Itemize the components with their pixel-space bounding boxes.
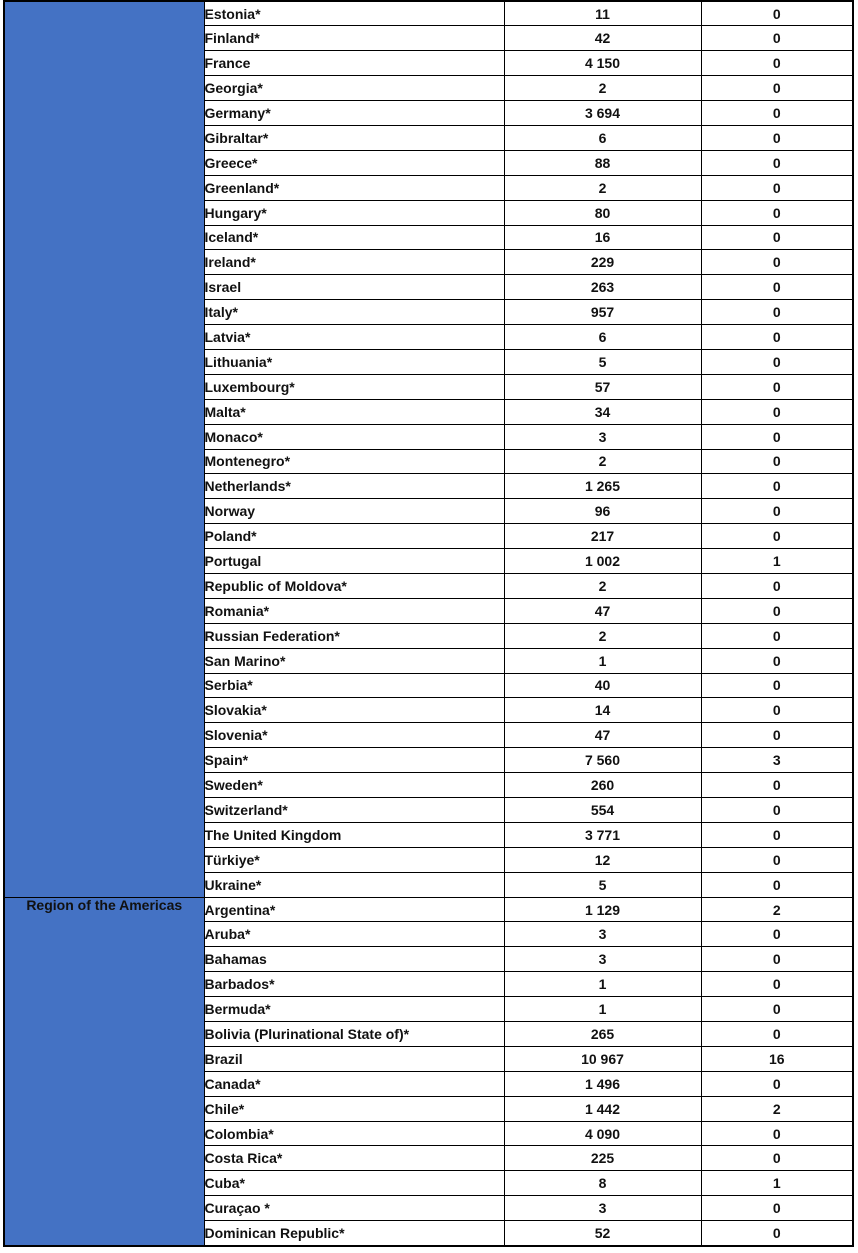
country-cell: Lithuania* [204,349,504,374]
table-row [4,1,853,26]
deaths-cell: 0 [701,673,853,698]
deaths-cell: 0 [701,1221,853,1246]
country-cell: Poland* [204,524,504,549]
deaths-cell: 2 [701,1096,853,1121]
confirmed-cases-cell: 225 [504,1146,701,1171]
confirmed-cases-cell: 96 [504,499,701,524]
country-cell: Georgia* [204,76,504,101]
table-row [4,897,853,922]
country-cell: Ukraine* [204,872,504,897]
confirmed-cases-cell: 3 [504,947,701,972]
confirmed-cases-cell: 1 442 [504,1096,701,1121]
confirmed-cases-cell: 2 [504,449,701,474]
deaths-cell: 0 [701,474,853,499]
confirmed-cases-cell: 47 [504,723,701,748]
confirmed-cases-cell: 14 [504,698,701,723]
confirmed-cases-cell: 2 [504,573,701,598]
country-cell: Iceland* [204,225,504,250]
country-cell: Israel [204,275,504,300]
confirmed-cases-cell: 4 090 [504,1121,701,1146]
confirmed-cases-cell: 11 [504,1,701,26]
deaths-cell: 0 [701,623,853,648]
country-cell: Brazil [204,1046,504,1071]
country-cell: Spain* [204,748,504,773]
deaths-cell: 0 [701,1022,853,1047]
country-cell: Germany* [204,101,504,126]
country-cell: Cuba* [204,1171,504,1196]
deaths-cell: 0 [701,723,853,748]
deaths-cell: 0 [701,872,853,897]
country-cell: Switzerland* [204,798,504,823]
country-cell: Gibraltar* [204,125,504,150]
country-cell: Türkiye* [204,847,504,872]
deaths-cell: 0 [701,847,853,872]
confirmed-cases-cell: 40 [504,673,701,698]
confirmed-cases-cell: 265 [504,1022,701,1047]
confirmed-cases-cell: 47 [504,598,701,623]
deaths-cell: 0 [701,250,853,275]
cases-by-country-table [3,0,854,1247]
deaths-cell: 0 [701,275,853,300]
country-cell: Bolivia (Plurinational State of)* [204,1022,504,1047]
deaths-cell: 0 [701,997,853,1022]
deaths-cell: 0 [701,424,853,449]
country-cell: Serbia* [204,673,504,698]
country-cell: Malta* [204,399,504,424]
country-cell: Bahamas [204,947,504,972]
country-cell: Sweden* [204,773,504,798]
country-cell: Slovakia* [204,698,504,723]
confirmed-cases-cell: 3 [504,1196,701,1221]
deaths-cell: 0 [701,399,853,424]
country-cell: Norway [204,499,504,524]
confirmed-cases-cell: 1 002 [504,549,701,574]
deaths-cell: 0 [701,26,853,51]
country-cell: Curaçao * [204,1196,504,1221]
region-cell: Region of the Americas [4,897,204,1245]
confirmed-cases-cell: 6 [504,325,701,350]
region-cell [4,1,204,897]
confirmed-cases-cell: 80 [504,200,701,225]
deaths-cell: 0 [701,125,853,150]
confirmed-cases-cell: 5 [504,349,701,374]
country-cell: Montenegro* [204,449,504,474]
table-body [4,1,853,1246]
country-cell: Republic of Moldova* [204,573,504,598]
confirmed-cases-cell: 263 [504,275,701,300]
deaths-cell: 0 [701,150,853,175]
deaths-cell: 0 [701,449,853,474]
confirmed-cases-cell: 1 [504,972,701,997]
confirmed-cases-cell: 3 [504,424,701,449]
country-cell: Aruba* [204,922,504,947]
confirmed-cases-cell: 4 150 [504,51,701,76]
deaths-cell: 0 [701,225,853,250]
country-cell: San Marino* [204,648,504,673]
confirmed-cases-cell: 1 [504,997,701,1022]
confirmed-cases-cell: 554 [504,798,701,823]
country-cell: Dominican Republic* [204,1221,504,1246]
confirmed-cases-cell: 260 [504,773,701,798]
deaths-cell: 1 [701,549,853,574]
country-cell: Finland* [204,26,504,51]
country-cell: Chile* [204,1096,504,1121]
country-cell: Romania* [204,598,504,623]
deaths-cell: 0 [701,573,853,598]
country-cell: Ireland* [204,250,504,275]
country-cell: Estonia* [204,1,504,26]
deaths-cell: 0 [701,200,853,225]
country-cell: Netherlands* [204,474,504,499]
deaths-cell: 0 [701,349,853,374]
confirmed-cases-cell: 88 [504,150,701,175]
confirmed-cases-cell: 1 129 [504,897,701,922]
confirmed-cases-cell: 16 [504,225,701,250]
confirmed-cases-cell: 5 [504,872,701,897]
deaths-cell: 0 [701,51,853,76]
confirmed-cases-cell: 1 [504,648,701,673]
country-cell: Argentina* [204,897,504,922]
deaths-cell: 0 [701,972,853,997]
deaths-cell: 0 [701,101,853,126]
deaths-cell: 2 [701,897,853,922]
country-cell: Barbados* [204,972,504,997]
confirmed-cases-cell: 2 [504,175,701,200]
country-cell: Italy* [204,300,504,325]
confirmed-cases-cell: 3 694 [504,101,701,126]
deaths-cell: 0 [701,922,853,947]
deaths-cell: 0 [701,773,853,798]
country-cell: Bermuda* [204,997,504,1022]
confirmed-cases-cell: 7 560 [504,748,701,773]
country-cell: France [204,51,504,76]
country-cell: Russian Federation* [204,623,504,648]
confirmed-cases-cell: 10 967 [504,1046,701,1071]
confirmed-cases-cell: 42 [504,26,701,51]
deaths-cell: 0 [701,698,853,723]
deaths-cell: 0 [701,648,853,673]
confirmed-cases-cell: 12 [504,847,701,872]
deaths-cell: 0 [701,798,853,823]
country-cell: Portugal [204,549,504,574]
confirmed-cases-cell: 34 [504,399,701,424]
confirmed-cases-cell: 8 [504,1171,701,1196]
confirmed-cases-cell: 957 [504,300,701,325]
country-cell: Greenland* [204,175,504,200]
confirmed-cases-cell: 1 496 [504,1071,701,1096]
deaths-cell: 16 [701,1046,853,1071]
deaths-cell: 0 [701,175,853,200]
deaths-cell: 0 [701,1071,853,1096]
deaths-cell: 0 [701,499,853,524]
country-cell: Canada* [204,1071,504,1096]
deaths-cell: 0 [701,374,853,399]
confirmed-cases-cell: 6 [504,125,701,150]
deaths-cell: 0 [701,1146,853,1171]
country-cell: Latvia* [204,325,504,350]
country-cell: Colombia* [204,1121,504,1146]
confirmed-cases-cell: 3 771 [504,822,701,847]
deaths-cell: 1 [701,1171,853,1196]
country-cell: Hungary* [204,200,504,225]
deaths-cell: 0 [701,1121,853,1146]
country-cell: Luxembourg* [204,374,504,399]
confirmed-cases-cell: 57 [504,374,701,399]
confirmed-cases-cell: 229 [504,250,701,275]
country-cell: Costa Rica* [204,1146,504,1171]
country-cell: Monaco* [204,424,504,449]
deaths-cell: 0 [701,76,853,101]
country-cell: Slovenia* [204,723,504,748]
deaths-cell: 3 [701,748,853,773]
confirmed-cases-cell: 1 265 [504,474,701,499]
deaths-cell: 0 [701,822,853,847]
deaths-cell: 0 [701,325,853,350]
confirmed-cases-cell: 3 [504,922,701,947]
deaths-cell: 0 [701,524,853,549]
confirmed-cases-cell: 2 [504,76,701,101]
deaths-cell: 0 [701,947,853,972]
deaths-cell: 0 [701,300,853,325]
confirmed-cases-cell: 217 [504,524,701,549]
deaths-cell: 0 [701,1,853,26]
deaths-cell: 0 [701,598,853,623]
country-cell: The United Kingdom [204,822,504,847]
country-cell: Greece* [204,150,504,175]
confirmed-cases-cell: 52 [504,1221,701,1246]
confirmed-cases-cell: 2 [504,623,701,648]
deaths-cell: 0 [701,1196,853,1221]
